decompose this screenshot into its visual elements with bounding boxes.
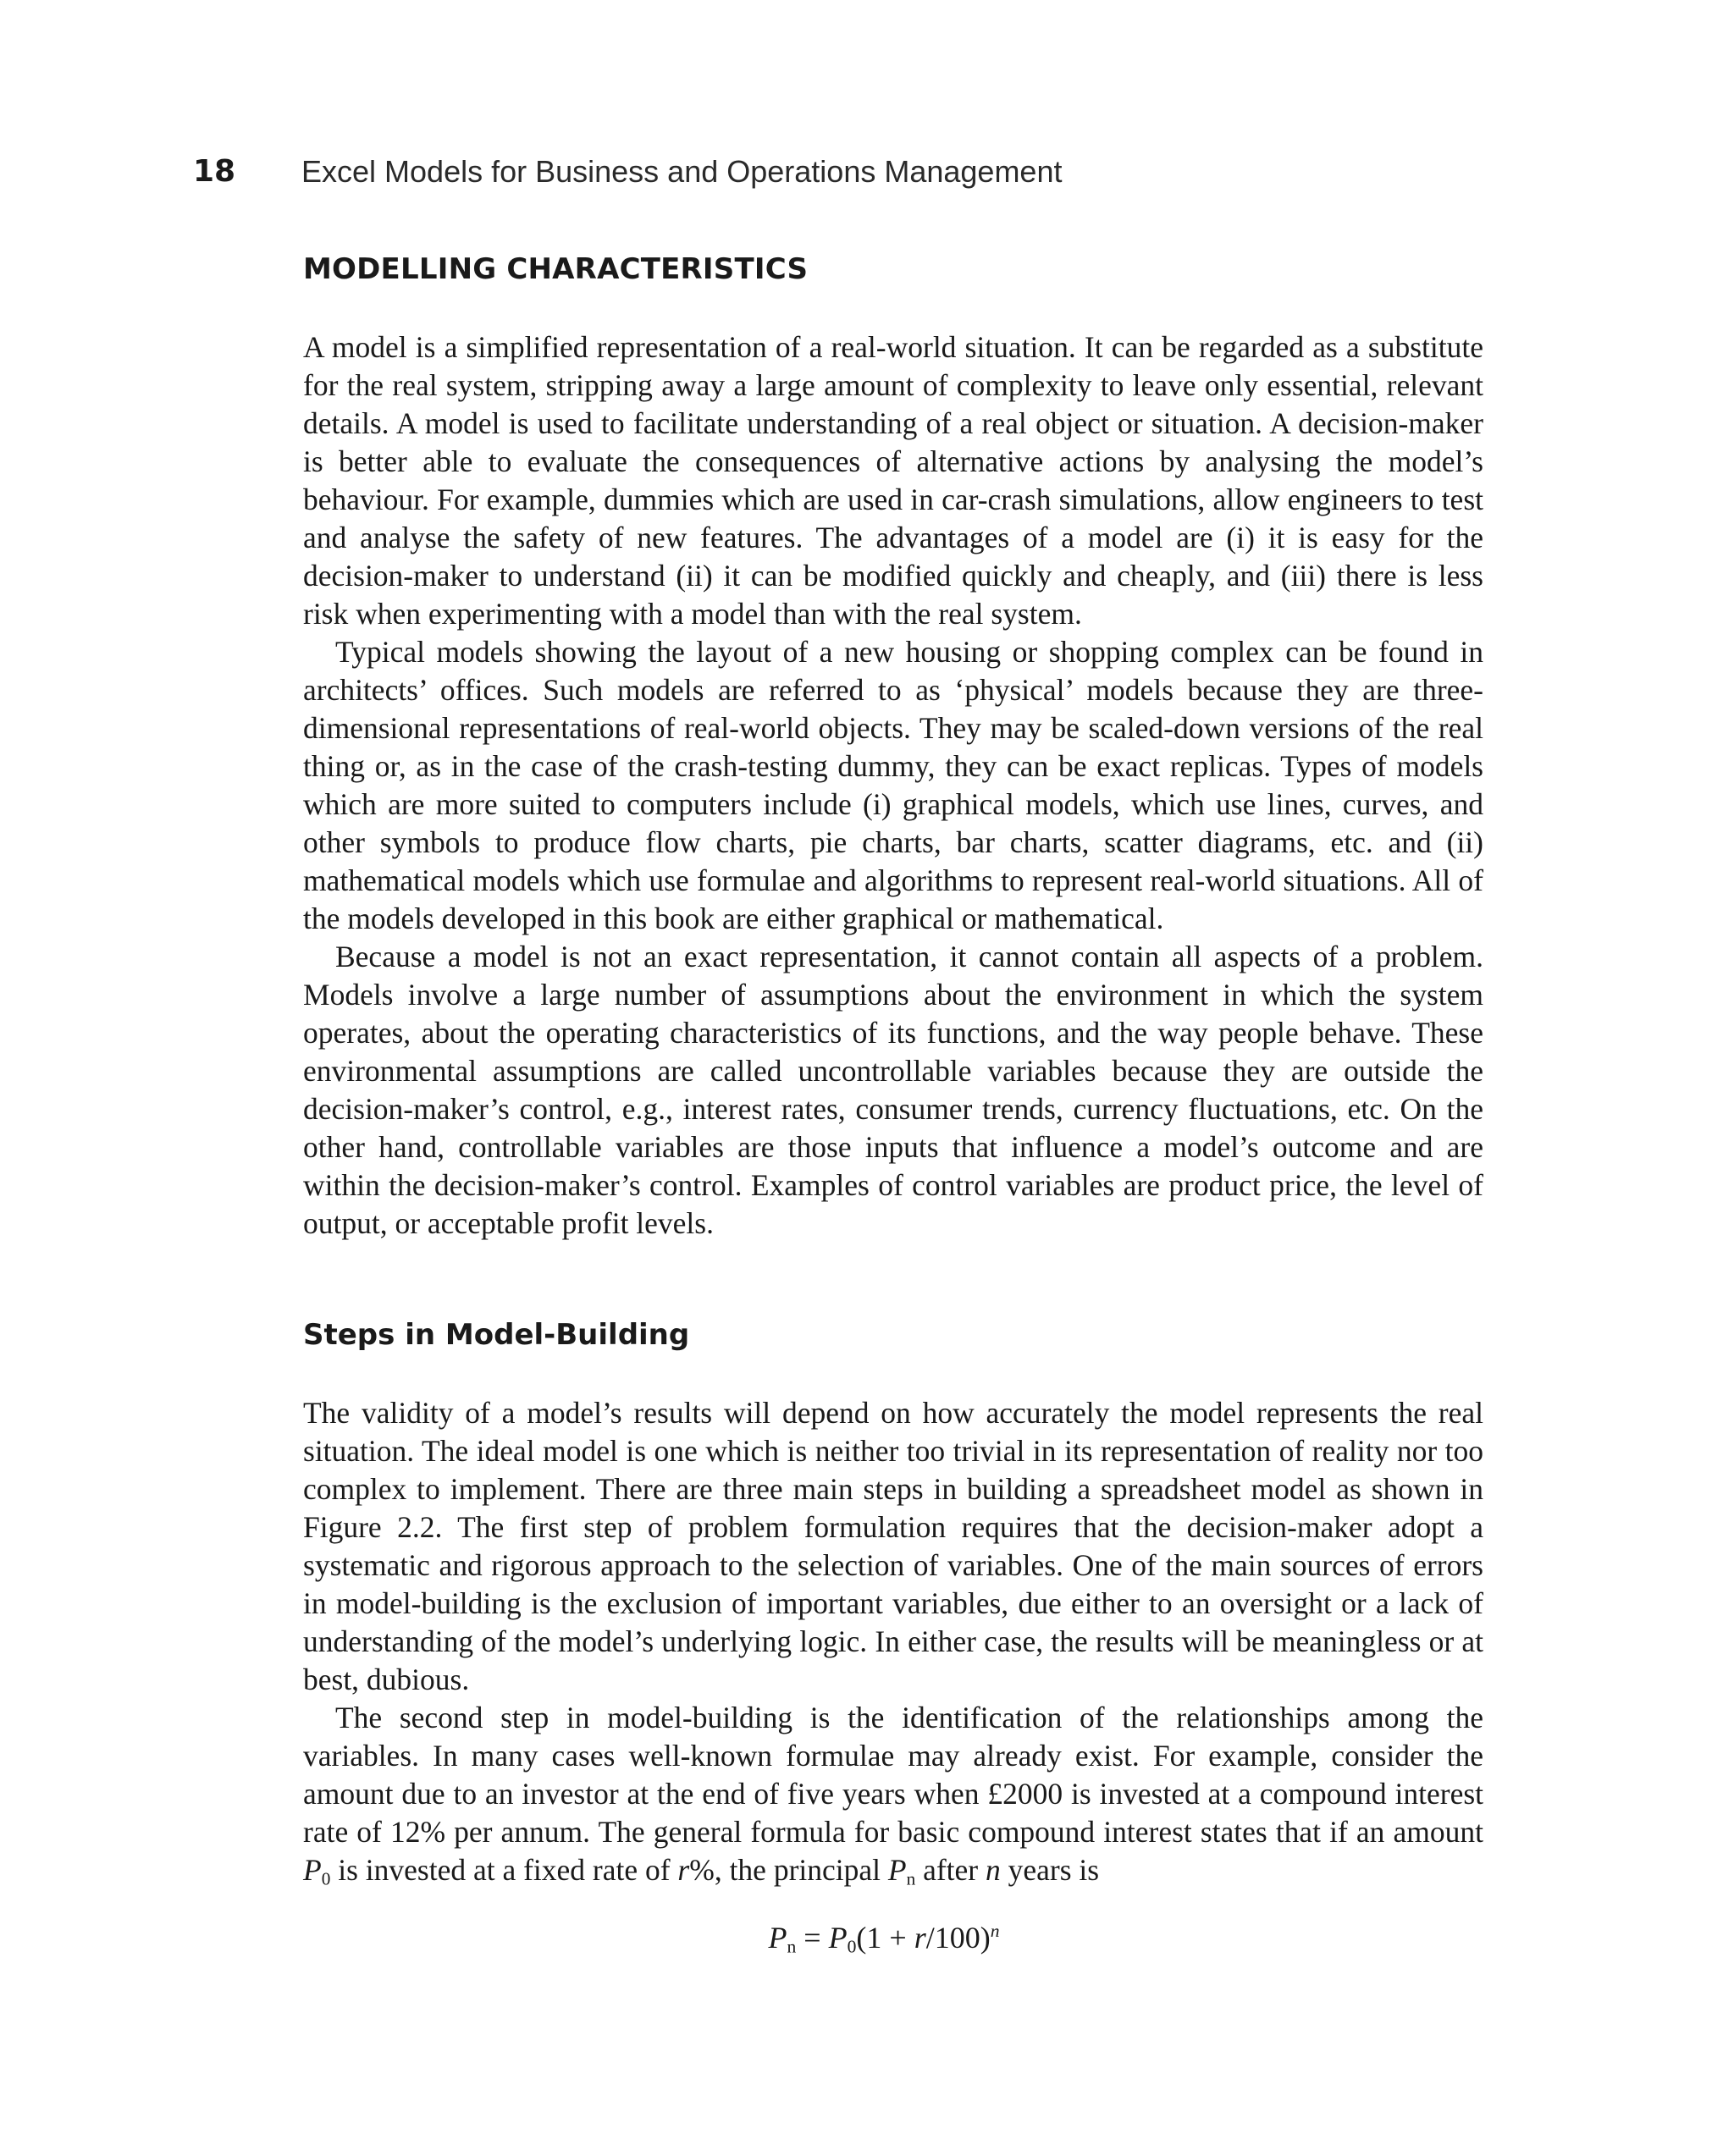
section-body — [303, 328, 1483, 1243]
symbol-n: n — [986, 1853, 1001, 1887]
paragraph-text: %, the principal — [689, 1853, 888, 1887]
eq-open: (1 + — [856, 1921, 914, 1955]
paragraph — [303, 1699, 1483, 1889]
symbol-r: r — [677, 1853, 690, 1887]
subsection-heading: Steps in Model-Building — [303, 1318, 690, 1352]
compound-interest-equation — [0, 1920, 1734, 1955]
eq-exponent: n — [990, 1921, 1000, 1942]
eq-rate: r — [914, 1921, 926, 1955]
paragraph-text: is invested at a fixed rate of — [330, 1853, 678, 1887]
paragraph: The validity of a model’s results will depend on how accurately the model represents the real situation. The ideal model is one which is neither too trivial in its representation of reality nor too complex to implement. There are three main steps in building a spreadsheet model as shown in Figure 2.2. The first step of problem formulation requires that the decision-maker adopt a systematic and rigorous approach to the selection of variables. One of the main sources of errors in model-building is the exclusion of important variables, due either to an oversight or a lack of understanding of the model’s underlying logic. In either case, the results will be meaningless or at best, dubious. — [303, 1396, 1483, 1696]
running-title: Excel Models for Business and Operations Management — [301, 154, 1063, 189]
paragraph-text: years is — [1000, 1853, 1100, 1887]
section-modelling-characteristics — [303, 252, 1483, 286]
page-number: 18 — [193, 154, 236, 189]
symbol-p0: P — [303, 1853, 322, 1887]
eq-principal-subscript: 0 — [847, 1936, 857, 1957]
paragraph: A model is a simplified representation of a real-world situation. It can be regarded as a substitute for the real system, stripping away a large amount of complexity to leave only essential, relevant details. A model is used to facilitate understanding of a real object or situation. A decision-maker is better able to evaluate the consequences of alternative actions by analysing the model’s behaviour. For example, dummies which are used in car-crash simulations, allow engineers to test and analyse the safety of new features. The advantages of a model are (i) it is easy for the decision-maker to understand (ii) it can be modified quickly and cheaply, and (iii) there is less risk when experimenting with a model than with the real system. — [303, 330, 1483, 631]
symbol-pn: P — [887, 1853, 907, 1887]
section-heading: MODELLING CHARACTERISTICS — [303, 252, 809, 286]
eq-lhs: P — [768, 1921, 787, 1955]
symbol-p0-subscript: 0 — [321, 1868, 331, 1889]
symbol-pn-subscript: n — [906, 1868, 916, 1889]
paragraph-text: The second step in model-building is the identification of the relationships among the variables. In many cases well-known formulae may already exist. For example, consider the amount due to an investor at the end of five years when £2000 is invested at a compound interest rate of 12% per annum. The general formula for basic compound interest states that if an amount — [303, 1701, 1483, 1849]
eq-lhs-subscript: n — [787, 1936, 797, 1957]
subsection-body — [303, 1394, 1483, 1889]
paragraph: Typical models showing the layout of a new housing or shopping complex can be found in architects’ offices. Such models are referred to as ‘physical’ models because they are three-dimensional representations of real-world objects. They may be scaled-down versions of the real thing or, as in the case of the crash-testing dummy, they can be exact replicas. Types of models which are more suited to computers include (i) graphical models, which use lines, curves, and other symbols to produce flow charts, pie charts, bar charts, scatter diagrams, etc. and (ii) mathematical models which use formulae and algorithms to represent real-world situations. All of the models developed in this book are either graphical or mathematical. — [303, 635, 1483, 935]
eq-equals: = — [796, 1921, 829, 1955]
eq-principal: P — [828, 1921, 848, 1955]
subsection-steps — [303, 1318, 1483, 1352]
eq-rest: /100) — [925, 1921, 991, 1955]
paragraph-text: after — [915, 1853, 986, 1887]
paragraph: Because a model is not an exact representation, it cannot contain all aspects of a problem. Models involve a large number of assumptions about the environment in which the system operates, about the operating characteristics of its functions, and the way people behave. These environmental assumptions are called uncontrollable variables because they are outside the decision-maker’s control, e.g., interest rates, consumer trends, currency fluctuations, etc. On the other hand, controllable variables are those inputs that influence a model’s outcome and are within the decision-maker’s control. Examples of control variables are product price, the level of output, or acceptable profit levels. — [303, 940, 1483, 1240]
